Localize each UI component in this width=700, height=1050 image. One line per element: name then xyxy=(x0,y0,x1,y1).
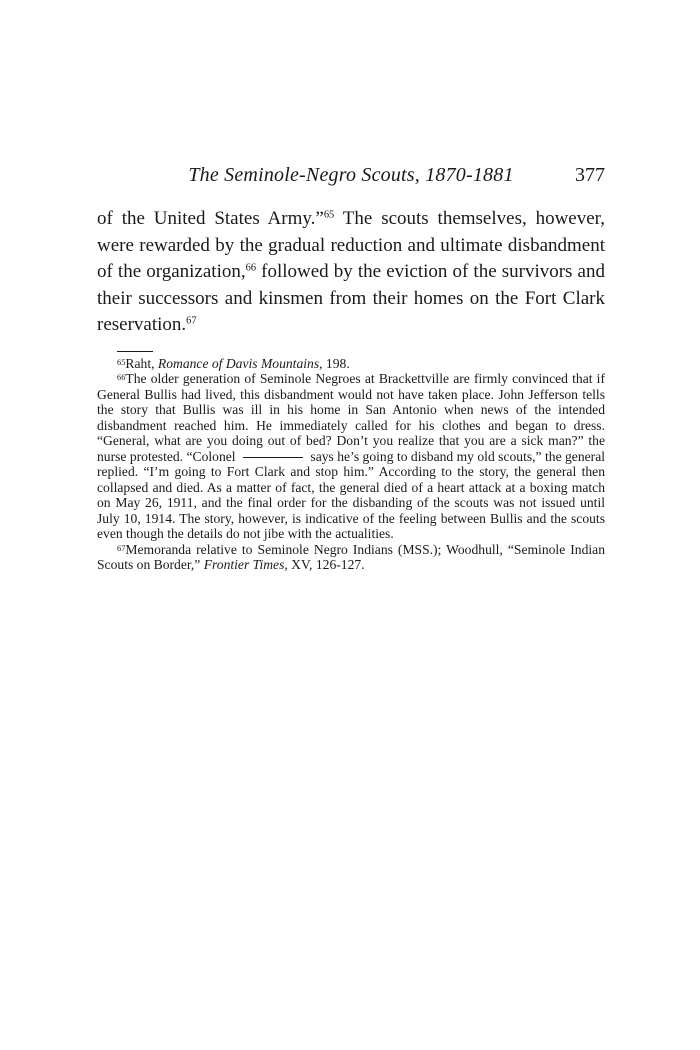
footnotes xyxy=(97,356,605,573)
footnote-text: XV, 126-127. xyxy=(287,557,365,573)
body-text-part-3: followed by the eviction of the survivors and their successors and kinsmen from their homes on the Fort Clark reservation. xyxy=(97,261,605,336)
footnote-number: 67 xyxy=(117,543,126,554)
redaction-dash xyxy=(243,457,303,458)
body-paragraph xyxy=(97,206,605,339)
body-text-part-2: The scouts themselves, however, were rewarded by the gradual reduction and ultimate disbandment of the organization, xyxy=(97,208,605,283)
book-page xyxy=(97,160,605,573)
running-title: The Seminole-Negro Scouts, 1870-1881 xyxy=(188,164,514,186)
footnote-rule xyxy=(117,351,153,352)
footnote-title: Frontier Times, xyxy=(203,557,288,573)
footnote-title: Romance of Davis Mountains, xyxy=(157,355,323,371)
footnote-number: 65 xyxy=(117,357,126,368)
footnote-text: The older generation of Seminole Negroes at Brackettville are firmly convinced that if General Bullis had lived, this disbandment would not have taken place. John Jefferson tells the story that Bullis was ill in his home in San Antonio when news of the intended disbandment reached him. He immediately called for his clothes and began to dress. “General, what are you doing out of bed? Don’t you realize that you are a sick man?” the nurse protested. “Colonel xyxy=(97,371,605,464)
footnote-66 xyxy=(97,371,605,542)
footnote-number: 66 xyxy=(117,372,126,383)
footnote-ref-66: 66 xyxy=(245,262,257,274)
footnote-text: says he’s going to disband my old scouts,” the general replied. “I’m going to Fort Clark and stop him.” According to the story, the general then collapsed and died. As a matter of fact, the general died of a heart attack at a boxing match on May 26, 1911, and the final order for the disbanding of the scouts was not issued until July 10, 1914. The story, however, is indicative of the feeling between Bullis and the scouts even though the details do not jibe with the actualities. xyxy=(97,448,606,542)
footnote-ref-67: 67 xyxy=(186,316,197,328)
footnote-ref-65: 65 xyxy=(323,209,335,221)
footnote-text: Memoranda relative to Seminole Negro Indians (MSS.); Woodhull, “Seminole Indian Scouts on Border,” xyxy=(97,541,605,573)
footnote-67 xyxy=(97,542,605,573)
footnote-text: 198. xyxy=(322,355,350,371)
body-text-part-1: of the United States Army.” xyxy=(97,208,324,229)
footnote-65 xyxy=(97,356,605,372)
running-head xyxy=(97,160,605,190)
page-number: 377 xyxy=(575,164,605,186)
footnote-text: Raht, xyxy=(125,355,158,371)
